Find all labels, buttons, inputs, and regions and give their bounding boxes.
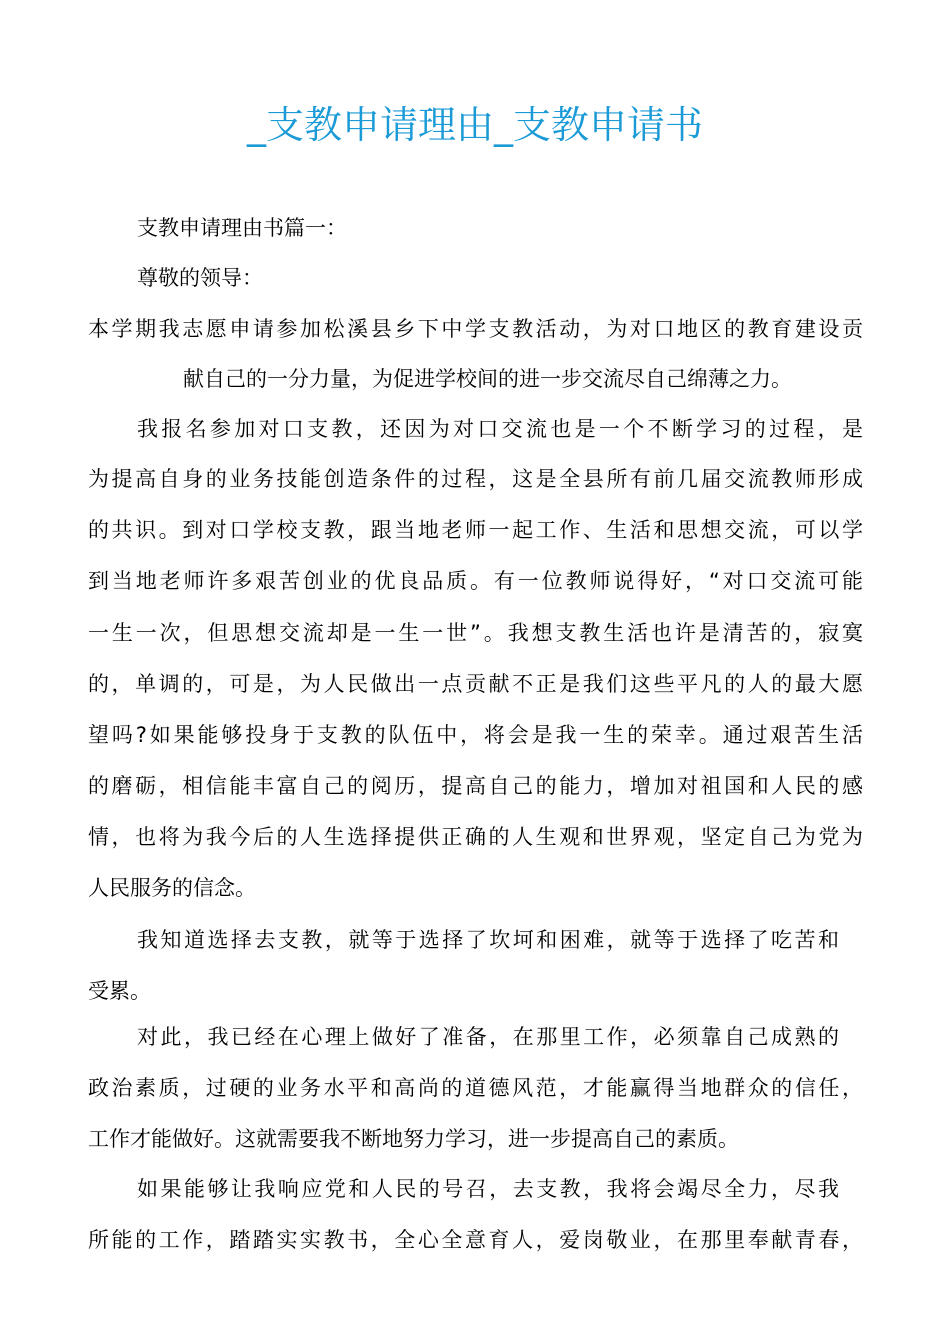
paragraph-line: 人民服务的信念。 bbox=[88, 876, 256, 900]
paragraph-line: 的共识。到对口学校支教，跟当地老师一起工作、生活和思想交流，可以学 bbox=[88, 518, 863, 542]
paragraph-line: 本学期我志愿申请参加松溪县乡下中学支教活动，为对口地区的教育建设贡 bbox=[88, 317, 863, 341]
paragraph-line: 对此，我已经在心理上做好了准备，在那里工作，必须靠自己成熟的 bbox=[137, 1025, 839, 1049]
paragraph-line: 我知道选择去支教，就等于选择了坎坷和困难，就等于选择了吃苦和 bbox=[137, 928, 839, 952]
salutation: 尊敬的领导： bbox=[137, 266, 263, 290]
paragraph-line: 政治素质，过硬的业务水平和高尚的道德风范，才能赢得当地群众的信任， bbox=[88, 1076, 863, 1100]
paragraph-line: 情，也将为我今后的人生选择提供正确的人生观和世界观，坚定自己为党为 bbox=[88, 825, 863, 849]
section-heading: 支教申请理由书篇一： bbox=[137, 216, 347, 240]
paragraph-line: 所能的工作，踏踏实实教书，全心全意育人，爱岗敬业，在那里奉献青春， bbox=[88, 1228, 863, 1252]
paragraph-line: 献自己的一分力量，为促进学校间的进一步交流尽自己绵薄之力。 bbox=[183, 367, 792, 391]
paragraph-line: 为提高自身的业务技能创造条件的过程，这是全县所有前几届交流教师形成 bbox=[88, 467, 863, 491]
paragraph-line: 受累。 bbox=[88, 979, 151, 1003]
paragraph-line: 一生一次，但思想交流却是一生一世”。我想支教生活也许是清苦的，寂寞 bbox=[88, 621, 863, 645]
document-title: _支教申请理由_支教申请书 bbox=[246, 103, 703, 147]
paragraph-line: 如果能够让我响应党和人民的号召，去支教，我将会竭尽全力，尽我 bbox=[137, 1177, 839, 1201]
paragraph-line: 的，单调的，可是，为人民做出一点贡献不正是我们这些平凡的人的最大愿 bbox=[88, 672, 863, 696]
paragraph-line: 工作才能做好。这就需要我不断地努力学习，进一步提高自己的素质。 bbox=[88, 1127, 739, 1151]
paragraph-line: 我报名参加对口支教，还因为对口交流也是一个不断学习的过程，是 bbox=[137, 417, 863, 441]
paragraph-line: 的磨砺，相信能丰富自己的阅历，提高自己的能力，增加对祖国和人民的感 bbox=[88, 774, 863, 798]
paragraph-line: 到当地老师许多艰苦创业的优良品质。有一位教师说得好，“对口交流可能 bbox=[88, 569, 863, 593]
paragraph-line: 望吗?如果能够投身于支教的队伍中，将会是我一生的荣幸。通过艰苦生活 bbox=[88, 723, 863, 747]
